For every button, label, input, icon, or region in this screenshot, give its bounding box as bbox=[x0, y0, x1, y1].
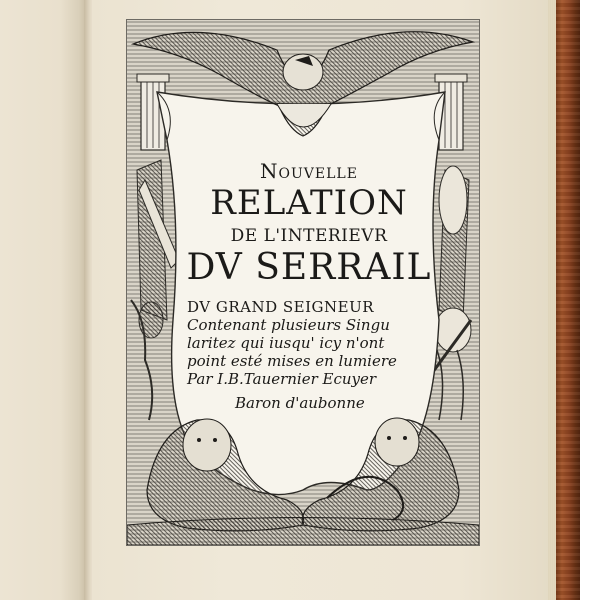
title-line-nouvelle: Nouvelle bbox=[260, 159, 358, 183]
title-block bbox=[183, 160, 435, 412]
subtitle-line-2: laritez qui iusqu' icy n'ont bbox=[187, 334, 385, 352]
leather-binding bbox=[556, 0, 580, 600]
title-line-serrail: DV SERRAIL bbox=[186, 247, 432, 288]
title-line-seigneur: DV GRAND SEIGNEUR bbox=[187, 298, 375, 316]
author-title-line: Baron d'aubonne bbox=[235, 394, 365, 412]
left-page bbox=[0, 0, 86, 600]
subtitle-line-1: Contenant plusieurs Singu bbox=[187, 316, 390, 334]
subtitle-line-3: point esté mises en lumiere bbox=[187, 352, 397, 370]
author-line: Par I.B.Tauernier Ecuyer bbox=[187, 370, 377, 388]
engraved-plate bbox=[126, 19, 480, 546]
title-line-interieur: DE L'INTERIEVR bbox=[230, 226, 388, 246]
page-edges bbox=[548, 0, 556, 600]
title-line-relation: RELATION bbox=[210, 183, 408, 223]
